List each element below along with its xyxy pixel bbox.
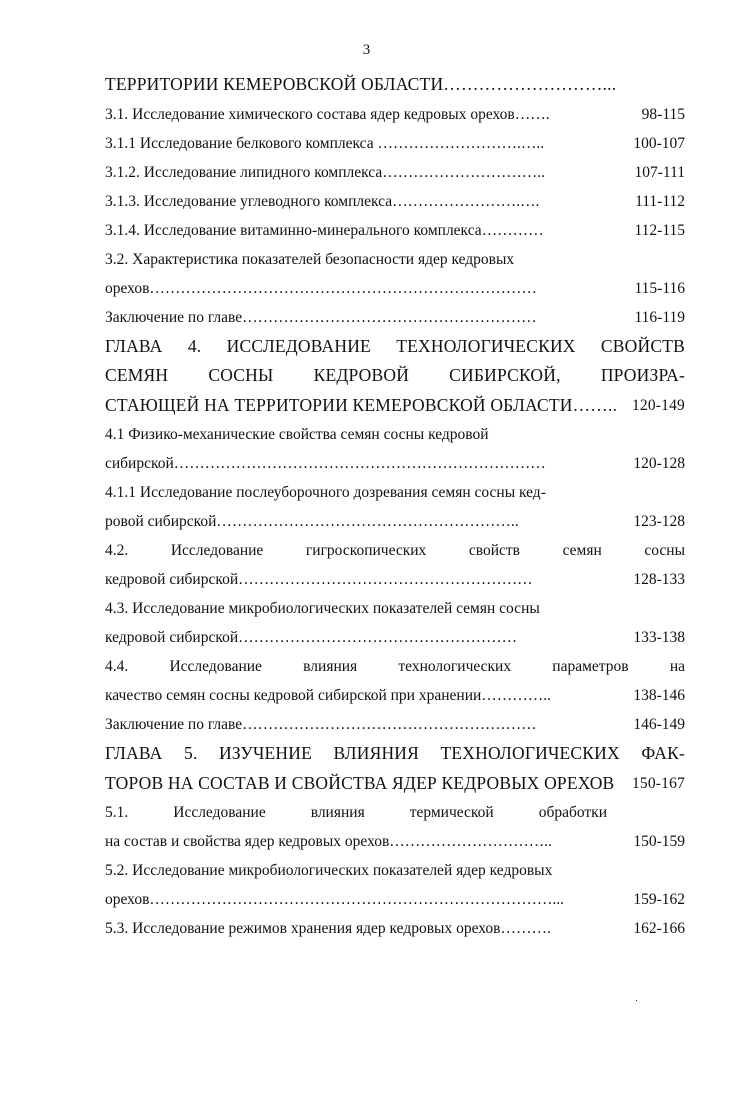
toc-entry-title: 4.4. Исследование влияния технологических параметров на (105, 658, 685, 675)
toc-entry-title: 3.1. Исследование химического состава ядер кедровых орехов……. (105, 105, 550, 123)
toc-entry (105, 565, 685, 594)
table-of-contents (105, 70, 685, 943)
toc-entry-title: ровой сибирской………………………………………………….. (105, 513, 519, 530)
toc-entry-title: сибирской……………………………………………………………… (105, 455, 546, 472)
toc-entry (105, 478, 685, 507)
toc-entry-pages: 120-149 (631, 396, 685, 414)
toc-entry-pages: 115-116 (634, 279, 685, 297)
toc-entry (105, 449, 685, 478)
toc-entry-title: Заключение по главе………………………………………………… (105, 308, 537, 326)
toc-entry-pages: 116-119 (634, 308, 685, 326)
toc-entry (105, 798, 685, 827)
toc-entry-title: орехов……………………………………………………………………... (105, 891, 565, 908)
toc-entry (105, 536, 685, 565)
toc-entry (105, 420, 685, 449)
toc-entry (105, 885, 685, 914)
toc-entry-title: орехов………………………………………………………………… (105, 279, 537, 297)
toc-entry-pages: 112-115 (634, 221, 685, 239)
chapter-heading-line: СТАЮЩЕЙ НА ТЕРРИТОРИИ КЕМЕРОВСКОЙ ОБЛАСТИ…….. (105, 394, 618, 415)
toc-entry-title: 4.3. Исследование микробиологических показателей семян сосны (105, 600, 540, 617)
chapter-heading-line: ТОРОВ НА СОСТАВ И СВОЙСТВА ЯДЕР КЕДРОВЫХ ОРЕХОВ (105, 772, 615, 793)
toc-entry (105, 652, 685, 681)
toc-entry (105, 274, 685, 303)
toc-entry-pages: 146-149 (633, 716, 685, 733)
toc-entry-pages: 162-166 (633, 920, 685, 937)
toc-entry-title: 4.2. Исследование гигроскопических свойств семян сосны (105, 542, 685, 559)
toc-entry-pages: 100-107 (633, 134, 685, 152)
chapter-heading-line: ГЛАВА 4. ИССЛЕДОВАНИЕ ТЕХНОЛОГИЧЕСКИХ СВОЙСТВ (105, 335, 685, 356)
toc-entry-pages: 128-133 (633, 571, 685, 588)
toc-entry-title: 3.1.4. Исследование витаминно-минерального комплекса………… (105, 221, 544, 239)
toc-entry-pages: 123-128 (633, 513, 685, 530)
toc-entry-pages: 98-115 (641, 105, 685, 123)
toc-entry-title: качество семян сосны кедровой сибирской при хранении………….. (105, 687, 552, 704)
toc-entry (105, 710, 685, 739)
toc-entry-pages: 133-138 (633, 629, 685, 646)
toc-entry (105, 681, 685, 710)
toc-entry (105, 129, 685, 158)
toc-entry-title: 4.1.1 Исследование послеуборочного дозревания семян сосны кед- (105, 484, 546, 501)
toc-entry-title: 3.1.1 Исследование белкового комплекса ……………………….….. (105, 134, 545, 152)
toc-entry (105, 623, 685, 652)
chapter-heading (105, 332, 685, 362)
toc-entry (105, 216, 685, 245)
toc-entry (105, 856, 685, 885)
scan-speck (636, 1000, 637, 1001)
toc-entry (105, 187, 685, 216)
toc-entry (105, 827, 685, 856)
chapter-heading (105, 769, 685, 799)
toc-entry-title: ТЕРРИТОРИИ КЕМЕРОВСКОЙ ОБЛАСТИ………………………... (105, 74, 617, 94)
toc-entry (105, 245, 685, 274)
toc-entry-title: 3.1.3. Исследование углеводного комплекса…………………….…. (105, 192, 540, 210)
toc-entry (105, 158, 685, 187)
toc-entry-title: 4.1 Физико-механические свойства семян сосны кедровой (105, 426, 489, 443)
toc-entry-pages: 107-111 (634, 163, 685, 181)
page-number: 3 (362, 42, 371, 58)
chapter-heading (105, 391, 685, 421)
toc-entry-pages: 150-167 (631, 774, 685, 792)
toc-entry-title: Заключение по главе………………………………………………… (105, 716, 537, 733)
chapter-heading-line: ГЛАВА 5. ИЗУЧЕНИЕ ВЛИЯНИЯ ТЕХНОЛОГИЧЕСКИХ ФАК- (105, 743, 685, 763)
toc-entry-title: 3.1.2. Исследование липидного комплекса………………………….. (105, 163, 545, 181)
toc-entry-title: 3.2. Характеристика показателей безопасности ядер кедровых (105, 250, 515, 268)
toc-entry-title: 5.1. Исследование влияния термической обработки (105, 804, 607, 821)
toc-entry-pages: 138-146 (633, 687, 685, 704)
toc-entry (105, 100, 685, 129)
chapter-heading-line: СЕМЯН СОСНЫ КЕДРОВОЙ СИБИРСКОЙ, ПРОИЗРА- (105, 365, 685, 385)
toc-entry-title: кедровой сибирской……………………………………………… (105, 629, 518, 646)
toc-entry (105, 70, 685, 100)
toc-entry (105, 594, 685, 623)
toc-entry-pages: 120-128 (633, 455, 685, 472)
chapter-heading (105, 739, 685, 769)
toc-entry-pages: 150-159 (633, 833, 685, 850)
toc-entry (105, 303, 685, 332)
toc-entry-pages: 111-112 (635, 192, 685, 210)
toc-entry-title: на состав и свойства ядер кедровых орехов………………………….. (105, 833, 553, 850)
toc-entry (105, 507, 685, 536)
toc-entry-pages: 159-162 (633, 891, 685, 908)
toc-entry-title: 5.3. Исследование режимов хранения ядер кедровых орехов………. (105, 920, 551, 937)
toc-entry (105, 914, 685, 943)
chapter-heading (105, 361, 685, 391)
toc-entry-title: 5.2. Исследование микробиологических показателей ядер кедровых (105, 862, 553, 879)
toc-entry-title: кедровой сибирской………………………………………………… (105, 571, 533, 588)
